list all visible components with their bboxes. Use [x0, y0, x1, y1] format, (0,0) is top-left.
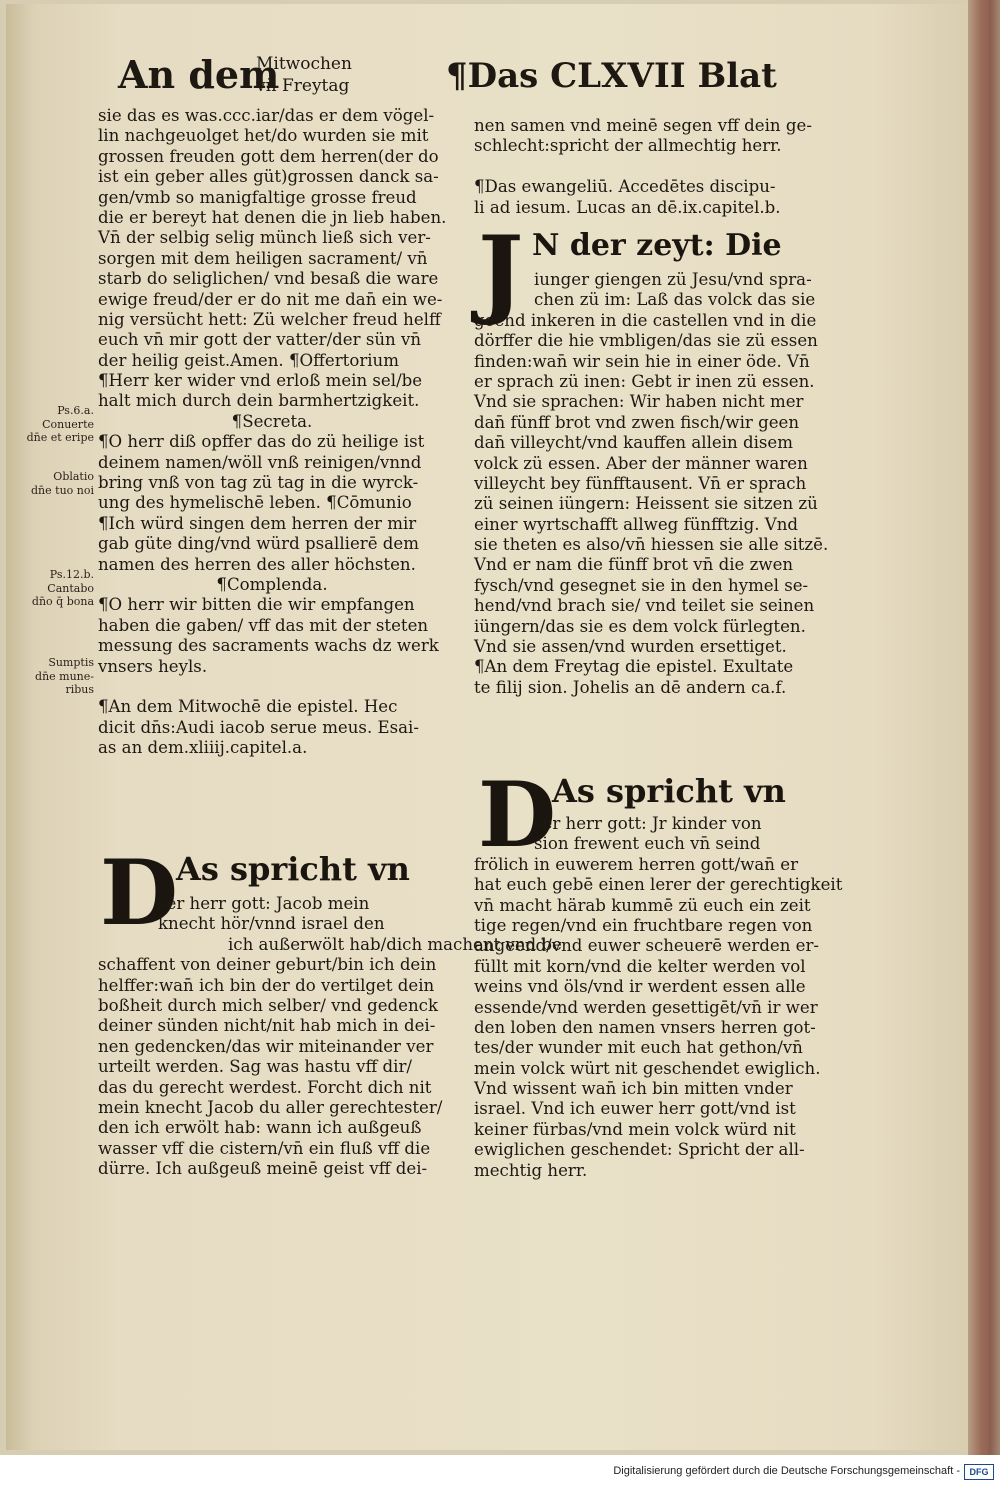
- drop-cap-gospel: J: [478, 215, 524, 328]
- text-line: vnsers heyls.: [98, 656, 208, 676]
- text-line: helffer:wan̄ ich bin der do vertilget dein: [98, 975, 435, 995]
- text-line: halt mich durch dein barmhertzigkeit.: [98, 391, 420, 411]
- marginal-note-offertorium: [14, 404, 94, 445]
- text-line: hat euch gebē einen lerer der gerechtigkeit: [474, 875, 843, 895]
- text-line: fysch/vnd gesegnet sie in den hymel se-: [474, 575, 809, 595]
- text-line: gab güte ding/vnd würd psallierē dem: [98, 534, 419, 554]
- text-line: den loben den namen vnsers herren got-: [474, 1017, 816, 1037]
- text-line: Vnd sie assen/vnd wurden ersettiget.: [474, 637, 787, 657]
- text-line: ¶O herr diß opffer das do zü heilige ist: [98, 432, 425, 452]
- text-line: dan̄ villeycht/vnd kauffen allein disem: [474, 433, 793, 453]
- text-line: dan̄ fünff brot vnd zwen fisch/wir geen: [474, 412, 800, 432]
- marginal-line: Conuerte: [42, 417, 94, 431]
- text-line: ewige freud/der er do nit me dan̄ ein we-: [98, 289, 443, 309]
- right-reading-text: [474, 814, 843, 1181]
- text-line: euch vn̄ mir gott der vatter/der sün vn̄: [98, 330, 422, 350]
- text-line: ist ein geber alles güt)grossen danck sa-: [98, 167, 439, 187]
- text-line: tige regen/vnd ein fruchtbare regen von: [474, 915, 813, 935]
- text-line: wasser vff die cistern/vn̄ ein fluß vff die: [98, 1138, 431, 1158]
- text-line: ¶Herr ker wider vnd erloß mein sel/be: [98, 371, 423, 391]
- text-line: bring vnß von tag zü tag in die wyrck-: [98, 473, 419, 493]
- text-line: ung des hymelischē leben. ¶Cōmunio: [98, 493, 412, 513]
- left-reading-head: As spricht vn: [176, 850, 410, 888]
- text-line: namen des herren des aller höchsten.: [98, 554, 416, 574]
- marginal-line: Ps.6.a.: [57, 404, 94, 417]
- text-line: li ad iesum. Lucas an dē.ix.capitel.b.: [474, 197, 781, 217]
- text-line: ¶An dem Mitwochē die epistel. Hec: [98, 697, 398, 717]
- text-line: Vnd wissent wan̄ ich bin mitten vnder: [474, 1079, 793, 1099]
- gospel-head: N der zeyt: Die: [532, 228, 782, 263]
- text-line: essende/vnd werden gesettigēt/vn̄ ir wer: [474, 997, 818, 1017]
- text-line: sie das es was.ccc.iar/das er dem vögel-: [98, 106, 435, 125]
- text-line: knecht hör/vnnd israel den: [158, 914, 385, 934]
- text-line: hend/vnd brach sie/ vnd teilet sie seinen: [474, 596, 815, 616]
- text-line: mein knecht Jacob du aller gerechtester/: [98, 1097, 443, 1117]
- text-line: schlecht:spricht der allmechtig herr.: [474, 136, 782, 156]
- text-line: dicit dn̄s:Audi iacob serue meus. Esai-: [98, 717, 419, 737]
- text-line: füllt mit korn/vnd die kelter werden vol: [474, 956, 806, 976]
- text-line: ewiglichen geschendet: Spricht der all-: [474, 1140, 805, 1160]
- text-line: deiner sünden nicht/nit hab mich in dei-: [98, 1016, 436, 1036]
- text-line: mein volck würt nit geschendet ewiglich.: [474, 1058, 821, 1078]
- marginal-note-communio: [14, 568, 94, 609]
- text-line: den ich erwölt hab: wann ich außgeuß: [98, 1118, 422, 1138]
- text-line: ¶Ich würd singen dem herren der mir: [98, 513, 417, 533]
- marginal-line: Sumptis: [48, 656, 94, 669]
- text-line: lin nachgeuolget het/do wurden sie mit: [98, 126, 429, 146]
- text-line: angeend/vnd euwer scheuerē werden er-: [474, 936, 820, 956]
- text-line: nen samen vnd meinē segen vff dein ge-: [474, 116, 812, 135]
- text-line: Vnd er nam die fünff brot vn̄ die zwen: [474, 555, 794, 575]
- text-line: gen/vmb so manigfaltige grosse freud: [98, 187, 417, 207]
- marginal-line: dn̄e et eripe: [26, 431, 94, 444]
- text-line: ¶Complenda.: [216, 574, 328, 594]
- text-line: geend inkeren in die castellen vnd in die: [474, 310, 817, 330]
- text-line: [474, 157, 824, 177]
- marginal-line: Oblatio: [53, 470, 94, 483]
- text-line: er sprach zü inen: Gebt ir inen zü essen.: [474, 371, 815, 391]
- text-line: Vn̄ der selbig selig münch ließ sich ver-: [98, 228, 431, 248]
- text-line: frölich in euwerem herren gott/wan̄ er: [474, 854, 798, 874]
- marginal-line: Ps.12.b.: [49, 568, 94, 581]
- book-edge: [968, 0, 1000, 1455]
- text-line: starb do seliglichen/ vnd besaß die ware: [98, 269, 439, 289]
- marginal-line: dn̄e mune-: [35, 669, 94, 683]
- text-line: sorgen mit dem heiligen sacrament/ vn̄: [98, 248, 428, 268]
- text-line: sie theten es also/vn̄ hiessen sie alle sitzē.: [474, 535, 829, 555]
- text-line: haben die gaben/ vff das mit der steten: [98, 615, 429, 635]
- text-line: urteilt werden. Sag was hastu vff dir/: [98, 1057, 412, 1077]
- text-line: einer wyrtschafft allweg fünfftzig. Vnd: [474, 514, 799, 534]
- header-left-small-2: vn̄ Freytag: [256, 76, 350, 96]
- text-line: ¶Das ewangeliū. Accedētes discipu-: [474, 177, 776, 197]
- text-line: nig versücht hett: Zü welcher freud helff: [98, 309, 441, 329]
- text-line: tes/der wunder mit euch hat gethon/vn̄: [474, 1038, 803, 1058]
- text-line: der heilig geist.Amen. ¶Offertorium: [98, 350, 399, 370]
- footer-bar: [0, 1455, 1000, 1488]
- text-line: dürre. Ich außgeuß meinē geist vff dei-: [98, 1159, 428, 1179]
- text-line: nen gedencken/das wir miteinander ver: [98, 1036, 434, 1056]
- right-column: [474, 116, 824, 218]
- text-line: dörffer die hie vmbligen/das sie zü essen: [474, 331, 818, 351]
- marginal-line: dn̄e tuo noi: [31, 483, 94, 497]
- text-line: deinem namen/wöll vnß reinigen/vnnd: [98, 452, 422, 472]
- left-column: [98, 106, 446, 759]
- marginal-note-complenda: [14, 656, 94, 697]
- footer-credit: Digitalisierung gefördert durch die Deutsche Forschungsgemeinschaft -: [613, 1465, 960, 1477]
- marginal-line: Cantabo: [47, 581, 94, 595]
- text-line: villeycht bey fünfftausent. Vn̄ er sprach: [474, 473, 807, 493]
- text-line: das du gerecht werdest. Forcht dich nit: [98, 1077, 432, 1097]
- drop-cap-right: D: [478, 762, 557, 868]
- text-line: boßheit durch mich selber/ vnd gedenck: [98, 995, 439, 1015]
- text-line: ¶An dem Freytag die epistel. Exultate: [474, 657, 794, 677]
- text-line: schaffent von deiner geburt/bin ich dein: [98, 955, 437, 975]
- text-line: as an dem.xliiij.capitel.a.: [98, 738, 308, 758]
- text-line: grossen freuden gott dem herren(der do: [98, 146, 439, 166]
- text-line: weins vnd öls/vnd ir werdent essen alle: [474, 977, 806, 997]
- marginal-line: dn̄o q̄ bona: [31, 595, 94, 608]
- text-line: [98, 677, 446, 697]
- text-line: vn̄ macht härab kummē zü euch ein zeit: [474, 895, 811, 915]
- dfg-logo: DFG: [964, 1464, 994, 1480]
- text-line: iüngern/das sie es dem volck fürlegten.: [474, 616, 806, 636]
- header-left-small-1: Mitwochen: [256, 54, 352, 74]
- text-line: ¶O herr wir bitten die wir empfangen: [98, 595, 415, 615]
- gospel-text: [474, 270, 829, 698]
- header-right: ¶Das CLXVII Blat: [446, 56, 777, 96]
- marginal-note-secreta: [14, 470, 94, 497]
- text-line: zü seinen iüngern: Heissent sie sitzen zü: [474, 494, 818, 514]
- text-line: te filij sion. Johelis an dē andern ca.f.: [474, 677, 787, 697]
- text-line: ¶Secreta.: [231, 411, 313, 431]
- header-left-big: An dem: [118, 52, 280, 97]
- text-line: finden:wan̄ wir sein hie in einer öde. Vn̄: [474, 351, 810, 371]
- text-line: israel. Vnd ich euwer herr gott/vnd ist: [474, 1099, 796, 1119]
- text-line: chen zü im: Laß das volck das sie: [534, 290, 816, 310]
- text-line: messung des sacraments wachs dz werk: [98, 636, 439, 656]
- text-line: iunger giengen zü Jesu/vnd spra-: [534, 270, 812, 289]
- text-line: sion frewent euch vn̄ seind: [534, 834, 761, 854]
- text-line: ser herr gott: Jacob mein: [158, 894, 370, 913]
- text-line: keiner fürbas/vnd mein volck würd nit: [474, 1119, 796, 1139]
- text-line: die er bereyt hat denen die jn lieb haben.: [98, 207, 447, 227]
- drop-cap-left: D: [100, 840, 179, 946]
- text-line: ich außerwölt hab/dich machent vnd be: [228, 934, 562, 954]
- marginal-line: ribus: [65, 683, 94, 696]
- text-line: Vnd sie sprachen: Wir haben nicht mer: [474, 392, 804, 412]
- right-reading-head: As spricht vn: [552, 772, 786, 810]
- text-line: ser herr gott: Jr kinder von: [534, 814, 762, 833]
- text-line: mechtig herr.: [474, 1160, 588, 1180]
- text-line: volck zü essen. Aber der männer waren: [474, 453, 808, 473]
